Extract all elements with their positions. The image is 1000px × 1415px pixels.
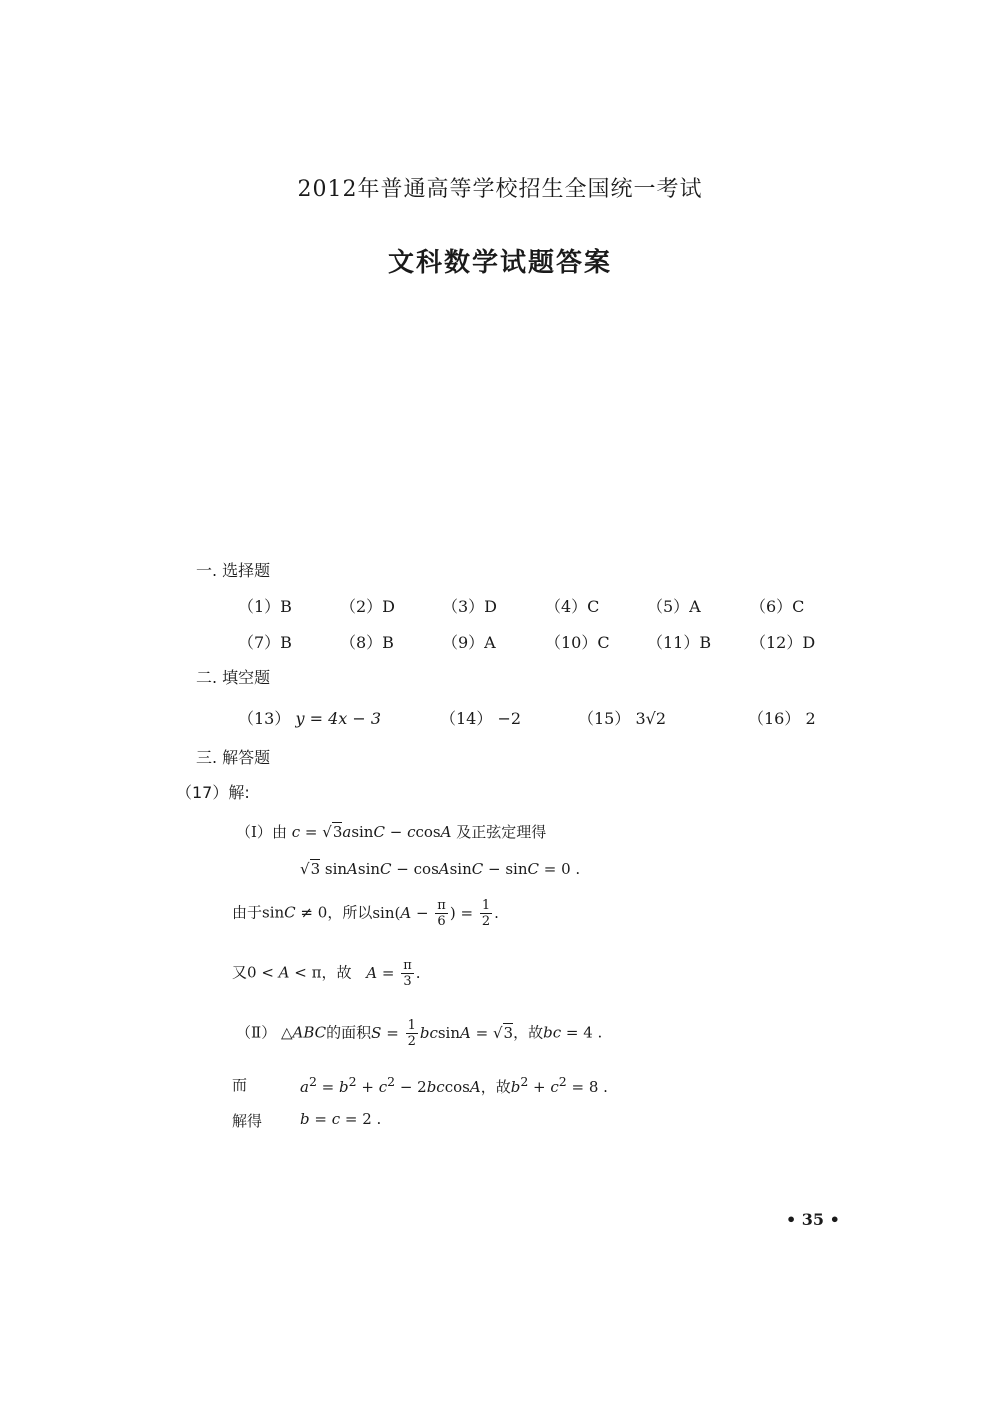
- solution-line-5: [232, 1074, 247, 1095]
- part2-mid: 的面积: [326, 1023, 372, 1042]
- answer-10: （10）C: [545, 633, 610, 652]
- fill-label-13: （13）: [238, 709, 291, 728]
- section-heading-fill: 二. 填空题: [196, 668, 271, 687]
- solution-line-1: [236, 821, 546, 842]
- equation-2: √3 sinAsinC − cosAsinC − sinC = 0 .: [300, 860, 581, 878]
- part1-label: （Ⅰ）: [236, 823, 272, 841]
- fill-answer-15: [578, 706, 666, 729]
- problem-17-label: （17）解:: [176, 783, 250, 802]
- part2-label: （Ⅱ）: [236, 1023, 277, 1042]
- solution-line-5-math: [300, 1074, 608, 1097]
- fill-value-16: 2: [805, 709, 816, 728]
- answer-11: （11）B: [647, 633, 712, 652]
- equation-8: S = $\frac{1}{2}$ bcsinA = √3: [371, 1018, 514, 1049]
- answer-5: （5）A: [647, 597, 701, 616]
- answer-6: （6）C: [750, 597, 805, 616]
- fill-value-14: −2: [497, 709, 522, 728]
- solution-line-2: [232, 898, 499, 929]
- equation-7: △ABC: [280, 1023, 327, 1042]
- part1-prefix: 由: [271, 823, 287, 841]
- line3-text: 又: [232, 963, 248, 982]
- line5-mid: ，故: [480, 1078, 511, 1096]
- fill-value-13: y = 4x − 3: [295, 709, 382, 728]
- part1-suffix: 及正弦定理得: [456, 823, 547, 841]
- equation-11: $b^2 + c^2 = 8$ .: [510, 1074, 608, 1096]
- answer-12: （12）D: [750, 633, 816, 652]
- part2-end: ，故: [513, 1023, 544, 1042]
- solution-line-3: [232, 958, 421, 989]
- section-heading-solve: 三. 解答题: [196, 748, 271, 767]
- fill-label-16: （16）: [748, 709, 801, 728]
- answer-1: （1）B: [238, 597, 292, 616]
- fill-answer-16: [748, 706, 816, 729]
- equation-12: b = c = 2 .: [300, 1110, 382, 1128]
- answer-7: （7）B: [238, 633, 292, 652]
- document-title: 2012年普通高等学校招生全国统一考试: [297, 177, 703, 202]
- fill-answer-14: [440, 706, 521, 729]
- line3-mid: ，故: [321, 963, 352, 982]
- fill-label-15: （15）: [578, 709, 631, 728]
- equation-5: 0 < A < π: [247, 963, 322, 982]
- answer-9: （9）A: [442, 633, 496, 652]
- answer-4: （4）C: [545, 597, 600, 616]
- answer-3: （3）D: [442, 597, 498, 616]
- fill-label-14: （14）: [440, 709, 493, 728]
- line6-text: 解得: [232, 1112, 263, 1130]
- line2-mid: ，所以: [327, 903, 373, 922]
- section-heading-choice: 一. 选择题: [196, 561, 271, 580]
- solution-line-4: [236, 1018, 602, 1049]
- equation-9: bc = 4 .: [543, 1023, 603, 1042]
- equation-10: $a^2 = b^2 + c^2 - 2bccosA$: [300, 1074, 481, 1096]
- line5-text: 而: [232, 1076, 248, 1094]
- equation-1: c = √3asinC − ccosA: [291, 823, 452, 841]
- answer-8: （8）B: [340, 633, 394, 652]
- solution-line-6: [232, 1110, 262, 1131]
- equation-6: A = $\frac{\pi}{3}$ .: [366, 958, 421, 989]
- answer-2: （2）D: [340, 597, 396, 616]
- equation-4: sin(A − $\frac{\pi}{6}$ ) = $\frac{1}{2}$ .: [372, 898, 499, 929]
- document-subtitle: 文科数学试题答案: [387, 248, 612, 278]
- line2-text: 由于: [232, 903, 263, 922]
- fill-answer-13: [238, 706, 381, 729]
- page-number: • 35 •: [786, 1210, 840, 1229]
- equation-3: sinC ≠ 0: [262, 903, 328, 922]
- fill-value-15: 3√2: [635, 709, 667, 728]
